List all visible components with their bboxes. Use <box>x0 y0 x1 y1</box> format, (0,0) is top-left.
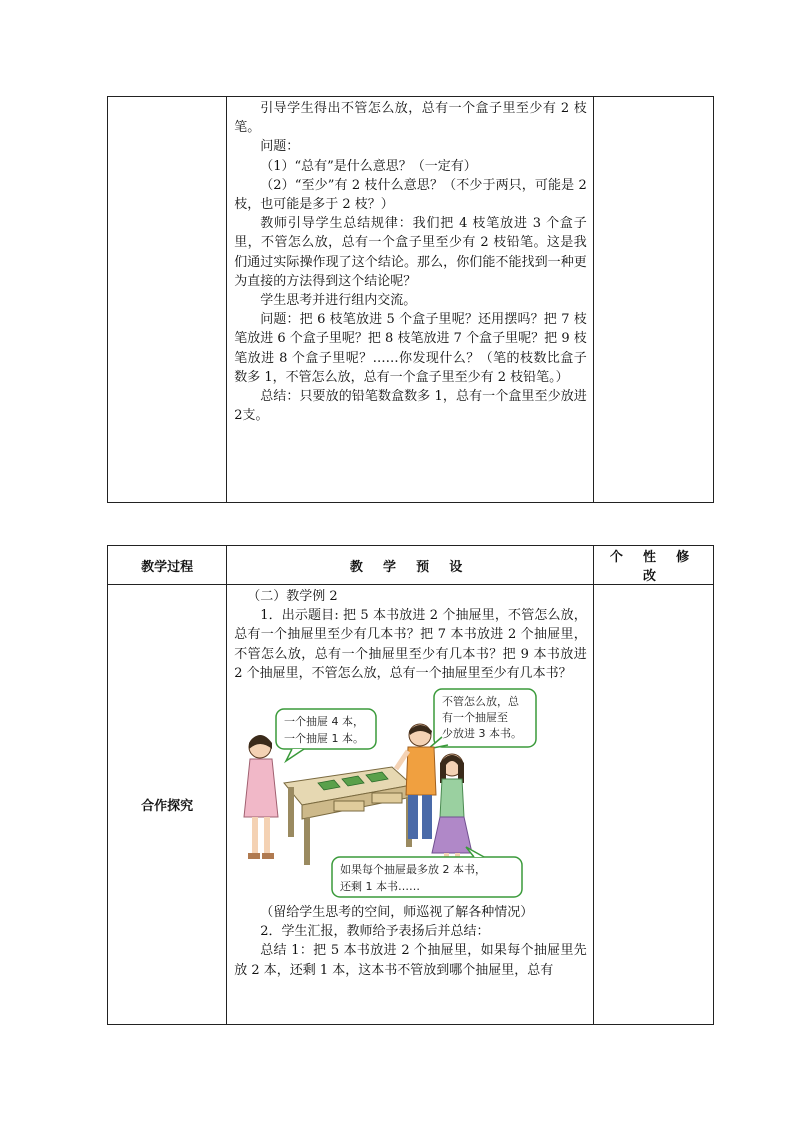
bubble-left-line: 一个抽屉 4 本， <box>284 715 365 729</box>
paragraph: （1）“总有”是什么意思？（一定有） <box>260 158 477 174</box>
section-title: （二）教学例 2 <box>247 589 338 604</box>
modify-cell-empty <box>593 585 713 1025</box>
preset-cell <box>227 585 594 1025</box>
bubble-bottom-line: 如果每个抽屉最多放 2 本书， <box>340 863 487 877</box>
stage-label: 合作探究 <box>108 585 227 1025</box>
desk <box>284 767 412 865</box>
paragraph: 总结：只要放的铅笔数盒数多 1，总有一个盒里至少放进 2支。 <box>234 389 587 424</box>
note-paragraph: （留给学生思考的空间，师巡视了解各种情况） <box>260 905 534 921</box>
preset-cell <box>227 97 594 503</box>
table-lesson-continued <box>107 96 714 503</box>
report-paragraph: 2．学生汇报，教师给予表扬后并总结： <box>260 924 490 940</box>
bubble-right-line: 有一个抽屉至 <box>442 711 509 725</box>
summary-paragraph: 总结 1：把 5 本书放进 2 个抽屉里，如果每个抽屉里先放 2 本，还剩 1 本，这本书不管放到哪个抽屉里，总有 <box>234 943 587 978</box>
speech-bubble-bottom <box>332 847 522 897</box>
illustration-drawers <box>242 687 538 901</box>
paragraph: 问题： <box>260 139 300 155</box>
paragraph: 引导学生得出不管怎么放，总有一个盒子里至少有 2 枝笔。 <box>234 101 587 136</box>
stage-cell-empty <box>108 97 227 503</box>
header-preset: 教 学 预 设 <box>227 546 594 585</box>
girl-left-figure <box>244 735 278 859</box>
speech-bubble-right <box>428 689 536 749</box>
paragraph: 教师引导学生总结规律：我们把 4 枝笔放进 3 个盒子里，不管怎么放，总有一个盒子里至少有 2 枝铅笔。这是我们通过实际操作现了这个结论。那么，你们能不能找到一种更为直接的方法得到这个结论呢？ <box>234 216 587 289</box>
header-process: 教学过程 <box>108 546 227 585</box>
table-lesson-plan <box>107 545 714 1025</box>
paragraph: （2）“至少”有 2 枝什么意思？（不少于两只，可能是 2 枝，也可能是多于 2 枝？） <box>234 177 587 213</box>
girl-right-figure <box>432 754 472 861</box>
modify-cell-empty <box>593 97 713 503</box>
bubble-left-line: 一个抽屉 1 本。 <box>284 732 365 746</box>
bubble-right-line: 不管怎么放，总 <box>442 695 520 709</box>
bubble-right-line: 少放进 3 本书。 <box>442 727 523 741</box>
paragraph: 学生思考并进行组内交流。 <box>260 293 417 309</box>
question-paragraph: 1．出示题目: 把 5 本书放进 2 个抽屉里，不管怎么放，总有一个抽屉里至少有几本书？把 7 本书放进 2 个抽屉里，不管怎么放，总有一个抽屉里至少有几本书？把 9 本书放进 2 个抽屉里，不管怎么放，总有一个抽屉里至少有几本书？ <box>234 608 587 681</box>
speech-bubble-left <box>276 709 376 761</box>
paragraph: 问题：把 6 枝笔放进 5 个盒子里呢？还用摆吗？把 7 枝笔放进 6 个盒子里呢？把 8 枝笔放进 7 个盒子里呢？把 9 枝笔放进 8 个盒子里呢？……你发现什么？（笔的枝数比盒子数多 1，不管怎么放，总有一个盒子里至少有 2 枝铅笔。） <box>234 312 587 385</box>
header-modify: 个 性 修 改 <box>593 546 713 585</box>
bubble-bottom-line: 还剩 1 本书…… <box>340 880 421 894</box>
